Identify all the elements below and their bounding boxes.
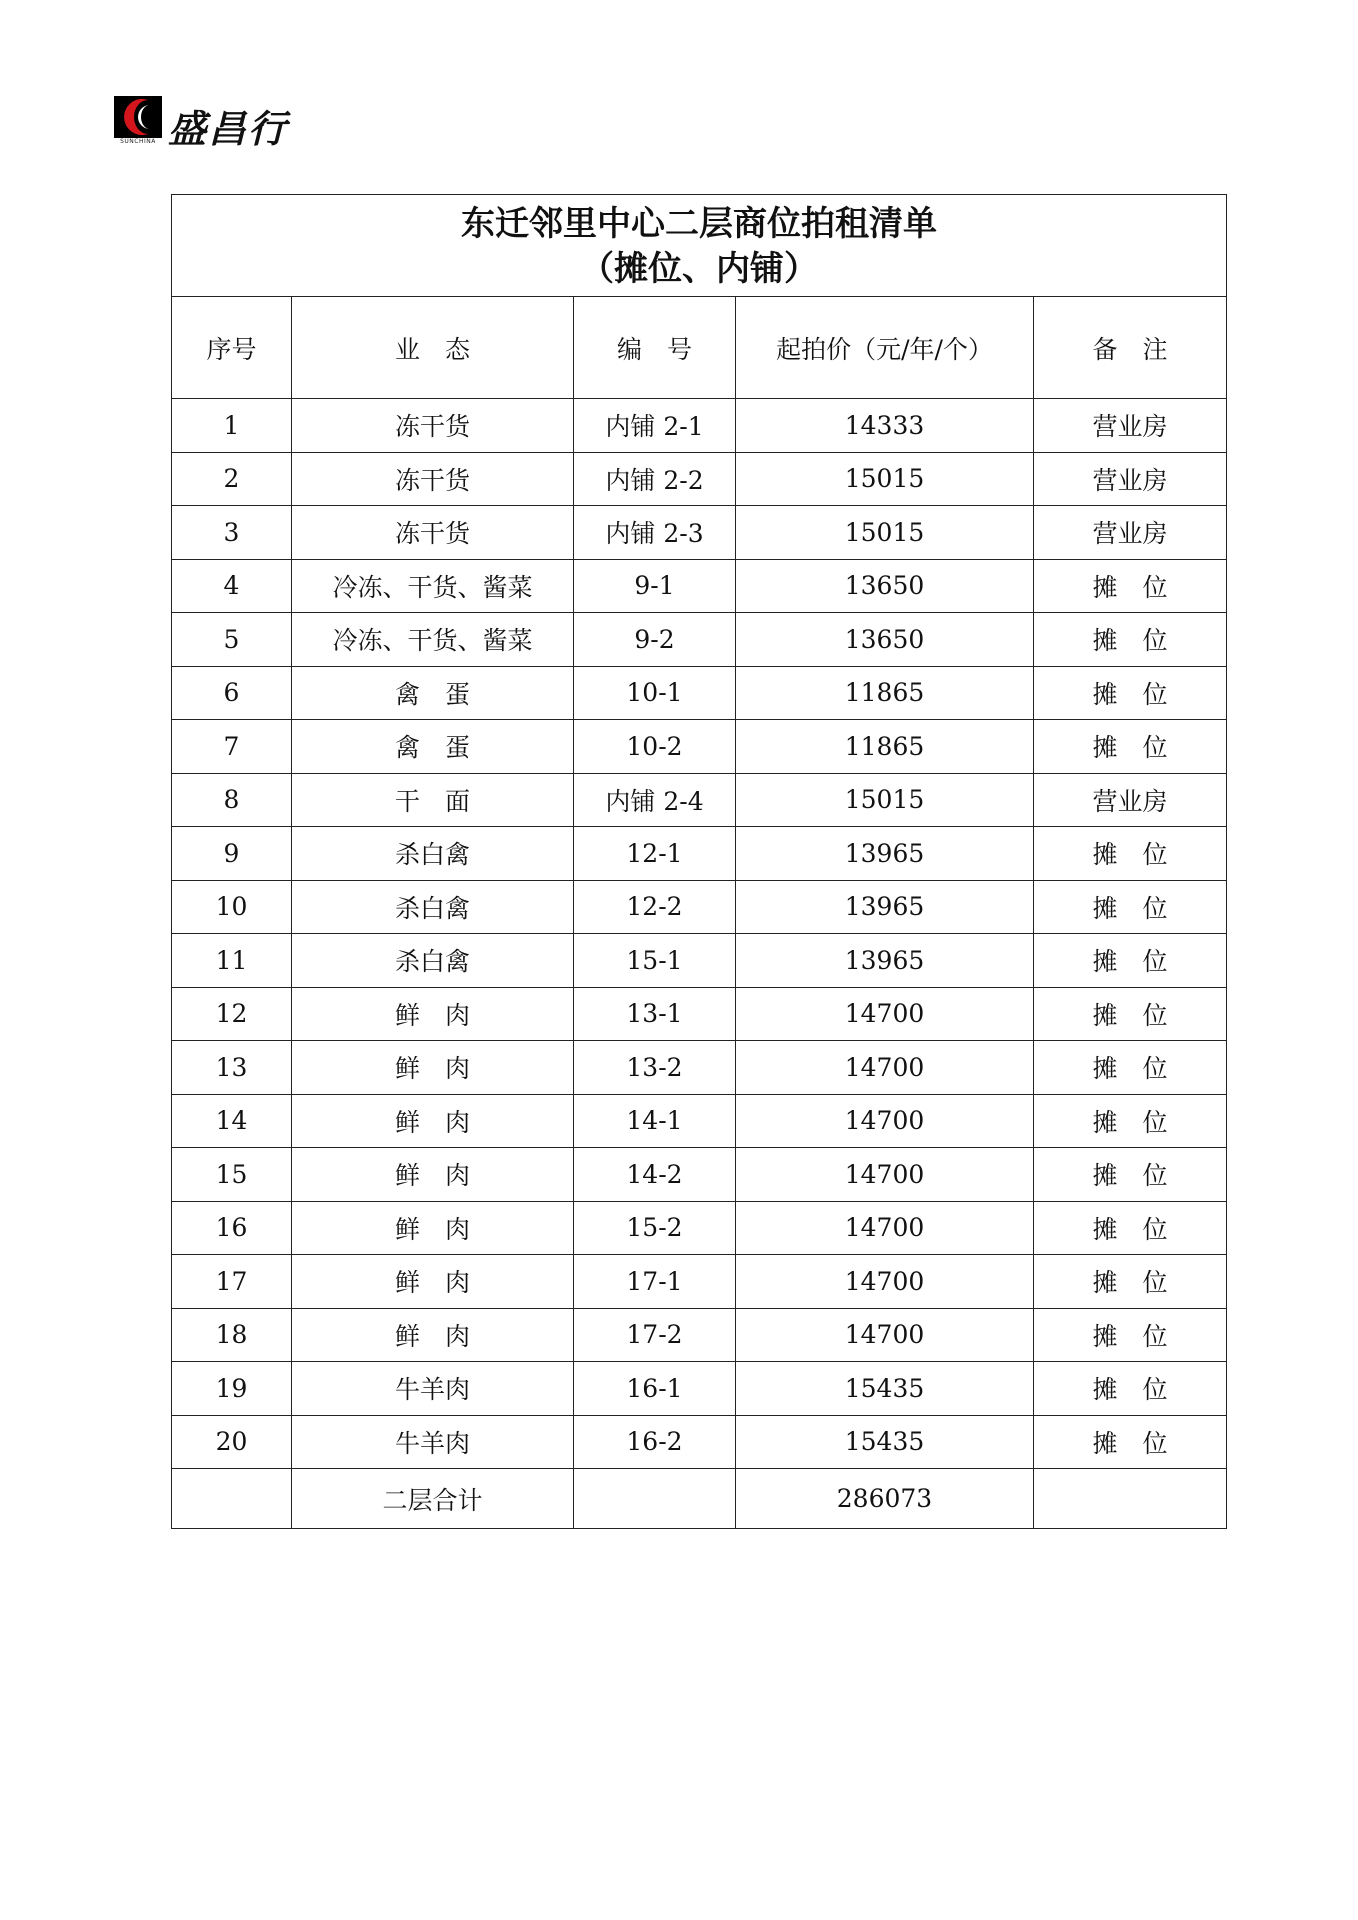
row-price: 14700 bbox=[736, 1041, 1034, 1095]
table-row bbox=[172, 1255, 1227, 1309]
table-row bbox=[172, 1041, 1227, 1095]
row-type: 鲜 肉 bbox=[292, 1148, 574, 1202]
row-price: 15015 bbox=[736, 773, 1034, 827]
table-row bbox=[172, 880, 1227, 934]
row-note: 摊 位 bbox=[1034, 987, 1227, 1041]
row-code: 9-1 bbox=[574, 559, 736, 613]
row-note: 摊 位 bbox=[1034, 827, 1227, 881]
row-type: 鲜 肉 bbox=[292, 1201, 574, 1255]
row-price: 11865 bbox=[736, 666, 1034, 720]
row-type: 禽 蛋 bbox=[292, 666, 574, 720]
table-row bbox=[172, 1362, 1227, 1416]
row-no: 17 bbox=[172, 1255, 292, 1309]
table-row bbox=[172, 827, 1227, 881]
row-note: 摊 位 bbox=[1034, 1362, 1227, 1416]
table-row bbox=[172, 666, 1227, 720]
row-no: 15 bbox=[172, 1148, 292, 1202]
row-price: 13650 bbox=[736, 613, 1034, 667]
row-no: 5 bbox=[172, 613, 292, 667]
row-price: 14700 bbox=[736, 987, 1034, 1041]
col-header-code: 编 号 bbox=[574, 297, 736, 399]
row-code: 10-1 bbox=[574, 666, 736, 720]
row-note: 营业房 bbox=[1034, 399, 1227, 453]
table-row bbox=[172, 720, 1227, 774]
row-no: 19 bbox=[172, 1362, 292, 1416]
table-row bbox=[172, 987, 1227, 1041]
row-code: 内铺 2-3 bbox=[574, 506, 736, 560]
row-price: 13650 bbox=[736, 559, 1034, 613]
row-no: 6 bbox=[172, 666, 292, 720]
row-code: 12-2 bbox=[574, 880, 736, 934]
header-row bbox=[172, 297, 1227, 399]
table-row bbox=[172, 399, 1227, 453]
row-price: 14700 bbox=[736, 1201, 1034, 1255]
total-note-cell bbox=[1034, 1469, 1227, 1529]
row-price: 14700 bbox=[736, 1148, 1034, 1202]
company-logo bbox=[114, 96, 288, 153]
table-row bbox=[172, 1308, 1227, 1362]
table-row bbox=[172, 1415, 1227, 1469]
row-note: 摊 位 bbox=[1034, 1201, 1227, 1255]
row-price: 15015 bbox=[736, 506, 1034, 560]
row-no: 7 bbox=[172, 720, 292, 774]
col-header-type: 业 态 bbox=[292, 297, 574, 399]
row-code: 内铺 2-4 bbox=[574, 773, 736, 827]
row-no: 8 bbox=[172, 773, 292, 827]
row-note: 摊 位 bbox=[1034, 613, 1227, 667]
row-note: 摊 位 bbox=[1034, 666, 1227, 720]
row-note: 摊 位 bbox=[1034, 1041, 1227, 1095]
row-code: 17-1 bbox=[574, 1255, 736, 1309]
row-code: 16-1 bbox=[574, 1362, 736, 1416]
row-type: 冷冻、干货、酱菜 bbox=[292, 613, 574, 667]
row-note: 营业房 bbox=[1034, 506, 1227, 560]
row-code: 9-2 bbox=[574, 613, 736, 667]
table-row bbox=[172, 559, 1227, 613]
row-no: 16 bbox=[172, 1201, 292, 1255]
row-type: 鲜 肉 bbox=[292, 1255, 574, 1309]
table-row bbox=[172, 1094, 1227, 1148]
row-type: 鲜 肉 bbox=[292, 1041, 574, 1095]
total-value: 286073 bbox=[736, 1469, 1034, 1529]
table-row bbox=[172, 1148, 1227, 1202]
row-no: 1 bbox=[172, 399, 292, 453]
row-price: 14700 bbox=[736, 1255, 1034, 1309]
row-no: 2 bbox=[172, 452, 292, 506]
logo-wordmark: 盛昌行 bbox=[168, 106, 289, 151]
row-note: 摊 位 bbox=[1034, 1255, 1227, 1309]
row-code: 10-2 bbox=[574, 720, 736, 774]
total-row bbox=[172, 1469, 1227, 1529]
row-no: 4 bbox=[172, 559, 292, 613]
row-no: 9 bbox=[172, 827, 292, 881]
row-no: 11 bbox=[172, 934, 292, 988]
row-price: 13965 bbox=[736, 880, 1034, 934]
row-code: 12-1 bbox=[574, 827, 736, 881]
row-code: 内铺 2-1 bbox=[574, 399, 736, 453]
col-header-note: 备 注 bbox=[1034, 297, 1227, 399]
row-price: 14700 bbox=[736, 1308, 1034, 1362]
row-price: 14333 bbox=[736, 399, 1034, 453]
row-note: 摊 位 bbox=[1034, 720, 1227, 774]
row-code: 15-1 bbox=[574, 934, 736, 988]
row-note: 摊 位 bbox=[1034, 880, 1227, 934]
row-note: 摊 位 bbox=[1034, 559, 1227, 613]
total-label: 二层合计 bbox=[292, 1469, 574, 1529]
title-sub: （摊位、内铺） bbox=[580, 248, 819, 289]
table-title bbox=[172, 195, 1227, 297]
row-type: 鲜 肉 bbox=[292, 1308, 574, 1362]
table-row bbox=[172, 1201, 1227, 1255]
row-note: 摊 位 bbox=[1034, 1415, 1227, 1469]
row-type: 冻干货 bbox=[292, 506, 574, 560]
row-price: 13965 bbox=[736, 827, 1034, 881]
col-header-price: 起拍价（元/年/个） bbox=[736, 297, 1034, 399]
row-note: 摊 位 bbox=[1034, 1308, 1227, 1362]
row-type: 冷冻、干货、酱菜 bbox=[292, 559, 574, 613]
row-type: 鲜 肉 bbox=[292, 987, 574, 1041]
row-code: 14-1 bbox=[574, 1094, 736, 1148]
row-type: 禽 蛋 bbox=[292, 720, 574, 774]
row-type: 杀白禽 bbox=[292, 827, 574, 881]
total-no-cell bbox=[172, 1469, 292, 1529]
table-row bbox=[172, 934, 1227, 988]
row-type: 牛羊肉 bbox=[292, 1415, 574, 1469]
table-row bbox=[172, 613, 1227, 667]
row-code: 14-2 bbox=[574, 1148, 736, 1202]
row-price: 15435 bbox=[736, 1415, 1034, 1469]
row-price: 13965 bbox=[736, 934, 1034, 988]
col-header-no: 序号 bbox=[172, 297, 292, 399]
row-code: 17-2 bbox=[574, 1308, 736, 1362]
row-type: 干 面 bbox=[292, 773, 574, 827]
total-code-cell bbox=[574, 1469, 736, 1529]
row-no: 3 bbox=[172, 506, 292, 560]
row-no: 10 bbox=[172, 880, 292, 934]
row-price: 14700 bbox=[736, 1094, 1034, 1148]
row-code: 内铺 2-2 bbox=[574, 452, 736, 506]
row-code: 15-2 bbox=[574, 1201, 736, 1255]
row-code: 13-2 bbox=[574, 1041, 736, 1095]
row-price: 15015 bbox=[736, 452, 1034, 506]
logo-subtext: SUNCHINA bbox=[120, 138, 156, 145]
row-type: 杀白禽 bbox=[292, 880, 574, 934]
auction-listing-table bbox=[171, 194, 1227, 1529]
row-no: 20 bbox=[172, 1415, 292, 1469]
table-row bbox=[172, 506, 1227, 560]
table-row bbox=[172, 773, 1227, 827]
row-no: 13 bbox=[172, 1041, 292, 1095]
row-note: 营业房 bbox=[1034, 773, 1227, 827]
logo-mark-icon bbox=[114, 96, 162, 146]
row-code: 16-2 bbox=[574, 1415, 736, 1469]
row-type: 杀白禽 bbox=[292, 934, 574, 988]
row-note: 营业房 bbox=[1034, 452, 1227, 506]
row-note: 摊 位 bbox=[1034, 1148, 1227, 1202]
row-type: 牛羊肉 bbox=[292, 1362, 574, 1416]
row-price: 15435 bbox=[736, 1362, 1034, 1416]
table-row bbox=[172, 452, 1227, 506]
row-type: 冻干货 bbox=[292, 399, 574, 453]
row-note: 摊 位 bbox=[1034, 934, 1227, 988]
row-note: 摊 位 bbox=[1034, 1094, 1227, 1148]
row-type: 鲜 肉 bbox=[292, 1094, 574, 1148]
title-main: 东迁邻里中心二层商位拍租清单 bbox=[461, 203, 938, 244]
row-no: 12 bbox=[172, 987, 292, 1041]
row-type: 冻干货 bbox=[292, 452, 574, 506]
row-no: 14 bbox=[172, 1094, 292, 1148]
row-code: 13-1 bbox=[574, 987, 736, 1041]
row-price: 11865 bbox=[736, 720, 1034, 774]
row-no: 18 bbox=[172, 1308, 292, 1362]
